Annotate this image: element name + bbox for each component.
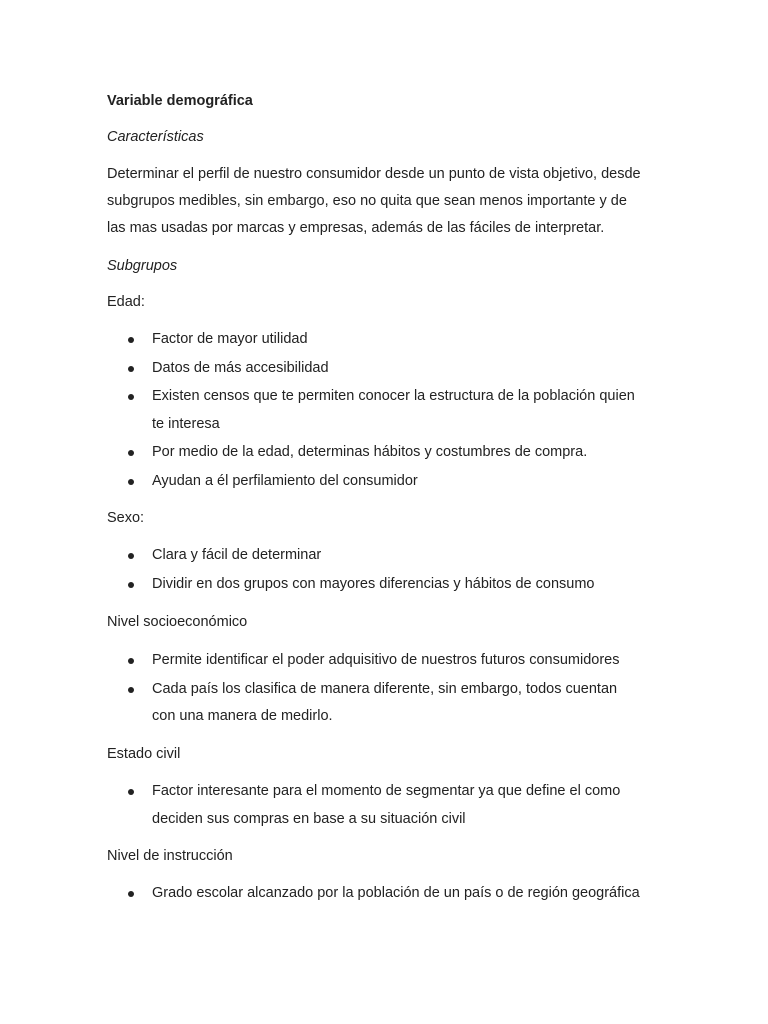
bullet-icon bbox=[128, 337, 134, 343]
list-item: Grado escolar alcanzado por la población de un país o de región geográfica bbox=[107, 880, 667, 908]
nivel-socioeconomico-label: Nivel socioeconómico bbox=[107, 614, 248, 630]
list-item: Clara y fácil de determinar bbox=[107, 542, 667, 570]
bullet-icon bbox=[128, 891, 134, 897]
subgrupos-heading: Subgrupos bbox=[107, 258, 178, 274]
paragraph-line: subgrupos medibles, sin embargo, eso no quita que sean menos importante y de bbox=[107, 193, 627, 209]
list-item: Factor de mayor utilidad bbox=[107, 326, 667, 354]
sexo-label: Sexo: bbox=[107, 510, 145, 526]
list-item: Permite identificar el poder adquisitivo de nuestros futuros consumidores bbox=[107, 647, 667, 675]
bullet-icon bbox=[128, 582, 134, 588]
bullet-icon bbox=[128, 394, 134, 400]
list-item: Dividir en dos grupos con mayores diferencias y hábitos de consumo bbox=[107, 571, 667, 599]
bullet-icon bbox=[128, 479, 134, 485]
nivel-instruccion-label: Nivel de instrucción bbox=[107, 848, 233, 864]
bullet-icon bbox=[128, 553, 134, 559]
nivel-instruccion-list bbox=[107, 880, 667, 909]
bullet-icon bbox=[128, 366, 134, 372]
edad-label: Edad: bbox=[107, 294, 145, 310]
paragraph-line: Determinar el perfil de nuestro consumidor desde un punto de vista objetivo, desde bbox=[107, 166, 641, 182]
bullet-icon bbox=[128, 450, 134, 456]
nivel-socioeconomico-list bbox=[107, 647, 667, 732]
bullet-icon bbox=[128, 687, 134, 693]
list-item: Datos de más accesibilidad bbox=[107, 355, 667, 383]
estado-civil-label: Estado civil bbox=[107, 746, 181, 762]
list-item: Por medio de la edad, determinas hábitos y costumbres de compra. bbox=[107, 439, 667, 467]
bullet-icon bbox=[128, 658, 134, 664]
paragraph-line: las mas usadas por marcas y empresas, además de las fáciles de interpretar. bbox=[107, 220, 605, 236]
document-title: Variable demográfica bbox=[107, 93, 253, 109]
edad-list bbox=[107, 326, 667, 496]
list-item: Existen censos que te permiten conocer la estructura de la población quien te interesa bbox=[107, 383, 667, 438]
caracteristicas-heading: Características bbox=[107, 129, 204, 145]
description-paragraph bbox=[107, 161, 667, 242]
list-item: Ayudan a él perfilamiento del consumidor bbox=[107, 468, 667, 496]
estado-civil-list bbox=[107, 778, 667, 834]
list-item: Factor interesante para el momento de segmentar ya que define el como deciden sus compras en base a su situación civil bbox=[107, 778, 667, 833]
sexo-list bbox=[107, 542, 667, 599]
list-item: Cada país los clasifica de manera diferente, sin embargo, todos cuentan con una manera de medirlo. bbox=[107, 676, 667, 731]
bullet-icon bbox=[128, 789, 134, 795]
